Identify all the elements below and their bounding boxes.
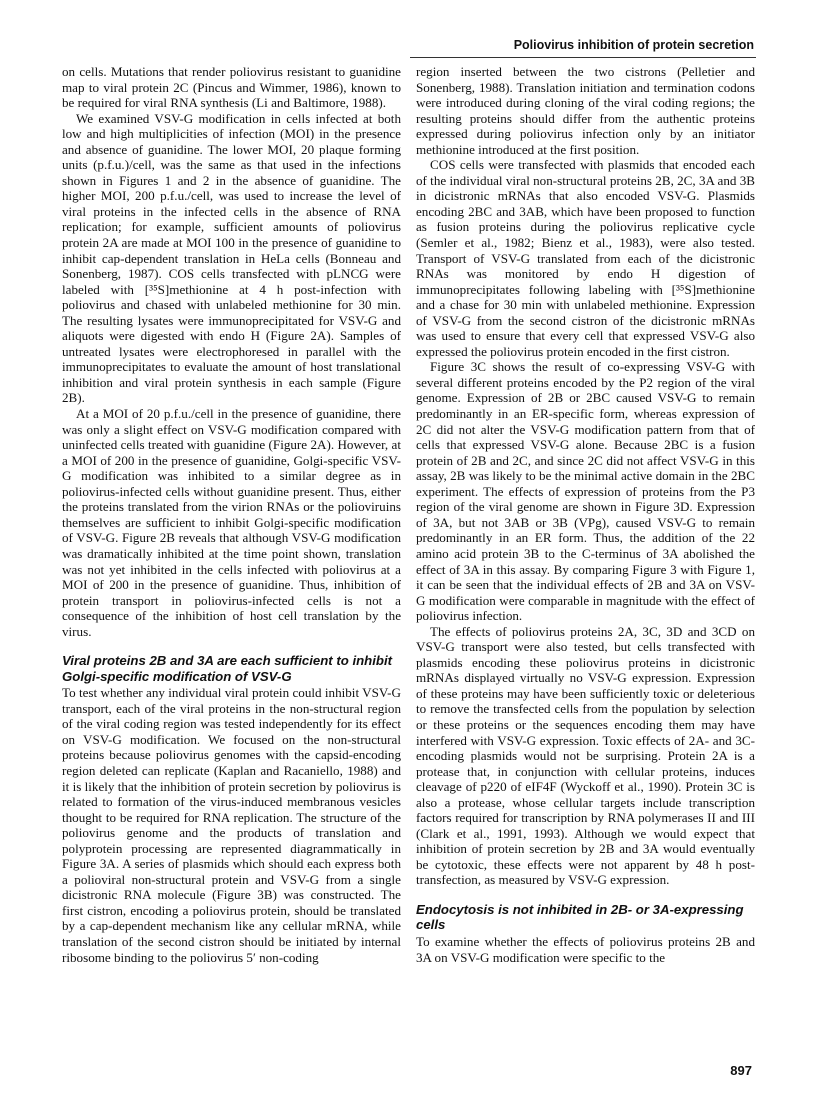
section-heading: Viral proteins 2B and 3A are each sufficient to inhibit Golgi-specific modification of VSV-G bbox=[62, 653, 393, 684]
running-head: Poliovirus inhibition of protein secretion bbox=[513, 38, 754, 52]
paragraph: COS cells were transfected with plasmids that encoded each of the individual viral non-structural proteins 2B, 2C, 3A and 3B in dicistronic mRNAs that also encoded VSV-G. Plasmids encoding 2BC and 3AB, which have been proposed to function as fusion proteins during the poliovirus replicative cycle (Semler et al., 1982; Bienz et al., 1983), were also tested. Transport of VSV-G translated from each of the dicistronic RNAs was monitored by endo H digestion of immunoprecipitates following labeling with [³⁵S]methionine and a chase for 30 min with unlabeled methionine. Expression of VSV-G from the second cistron of the dicistronic mRNAs was used to ensure that every cell that expressed VSV-G also expressed the poliovirus protein encoded in the first cistron. bbox=[416, 157, 755, 359]
paragraph: To test whether any individual viral protein could inhibit VSV-G transport, each of the viral proteins in the non-structural region of the viral coding region was tested independently for its effect on VSV-G modification. We focused on the non-structural proteins because poliovirus genomes with the capsid-encoding region deleted can replicate (Kaplan and Racaniello, 1988) and it is likely that the inhibition of protein secretion by poliovirus is related to formation of the virus-induced membranous vesicles thought to be required for RNA replication. The structure of the poliovirus genome and the products of translation and polyprotein processing are represented diagrammatically in Figure 3A. A series of plasmids which should each express both a polioviral non-structural protein and VSV-G from a single dicistronic RNA molecule (Figure 3B) was constructed. The first cistron, encoding a poliovirus protein, should be translated by a cap-dependent mechanism like any cellular mRNA, while translation of the second cistron should be initiated by internal ribosome binding to the poliovirus 5′ non-coding bbox=[62, 685, 401, 965]
paragraph: region inserted between the two cistrons (Pelletier and Sonenberg, 1988). Translation initiation and termination codons were introduced during cloning of the viral coding regions; the resulting proteins should differ from the authentic proteins expressed during poliovirus infection only by an initiator methionine introduced at the first position. bbox=[416, 64, 755, 157]
paragraph: To examine whether the effects of poliovirus proteins 2B and 3A on VSV-G modification were specific to the bbox=[416, 933, 755, 965]
paragraph: Figure 3C shows the result of co-expressing VSV-G with several different proteins encoded by the P2 region of the viral genome. Expression of 2B or 2BC caused VSV-G to remain predominantly in an ER-specific form, whereas expression of 2C did not alter the VSV-G modification pattern from that of cells that expressed VSV-G alone. Because 2BC is a fusion protein of 2B and 2C, and since 2C did not affect VSV-G in this assay, 2B was likely to be the minimal active domain in the 2BC experiment. The effects of expression of proteins from the P3 region of the viral genome are shown in Figure 3D. Expression of 3A, but not 3AB or 3B (VPg), caused VSV-G to remain predominantly in an ER form. Thus, the addition of the 22 amino acid protein 3B to the C-terminus of 3A abolished the effect of 3A in this assay. By comparing Figure 3 with Figure 1, it can be seen that the individual effects of 2B and 3A on VSV-G modification were comparable in magnitude with the effect of poliovirus infection. bbox=[416, 359, 755, 624]
left-column bbox=[62, 64, 401, 965]
paragraph: The effects of poliovirus proteins 2A, 3C, 3D and 3CD on VSV-G transport were also tested, but cells transfected with plasmids encoding these poliovirus proteins in dicistronic mRNAs displayed virtually no VSV-G expression. Expression of these proteins may have been sufficiently toxic or deleterious to remove the transfected cells from the population by selection or these proteins or the sequences encoding them may have interfered with VSV-G expression. Toxic effects of 2A- and 3C-encoding plasmids would not be surprising. Protein 2A is a protease that, in conjunction with cellular proteins, induces cleavage of p220 of eIF4F (Wyckoff et al., 1990). Protein 3C is also a protease, whose cellular targets include transcription factors required for transcription by RNA polymerases II and III (Clark et al., 1991, 1993). Although we would expect that inhibition of protein secretion by 2B and 3A would eventually be cytotoxic, these effects were not apparent by 48 h post-transfection, as measured by VSV-G expression. bbox=[416, 623, 755, 888]
section-heading: Endocytosis is not inhibited in 2B- or 3A-expressing cells bbox=[416, 901, 744, 933]
right-column bbox=[416, 64, 755, 965]
paragraph: We examined VSV-G modification in cells infected at both low and high multiplicities of infection (MOI) in the presence and absence of guanidine. The lower MOI, 20 plaque forming units (p.f.u.)/cell, was the same as that used in the infections shown in Figures 1 and 2 in the absence of guanidine. The higher MOI, 200 p.f.u./cell, was used to increase the level of viral proteins in the infected cells in the absence of RNA replication; for example, sufficient amounts of poliovirus protein 2A are made at MOI 100 in the presence of guanidine to inhibit cap-dependent translation in HeLa cells (Bonneau and Sonenberg, 1987). COS cells transfected with pLNCG were labeled with [³⁵S]methionine at 4 h post-infection with poliovirus and chased with unlabeled methionine for 30 min. The resulting lysates were immunoprecipitated for VSV-G and aliquots were digested with endo H (Figure 2A). Samples of untreated lysates were electrophoresed in parallel with the immunoprecipitates to evaluate the amount of host translational inhibition and viral protein synthesis in each sample (Figure 2B). bbox=[62, 110, 401, 406]
paragraph: on cells. Mutations that render poliovirus resistant to guanidine map to viral protein 2C (Pincus and Wimmer, 1986), known to be required for viral RNA synthesis (Li and Baltimore, 1988). bbox=[62, 64, 401, 111]
header-rule bbox=[410, 57, 756, 58]
page-number: 897 bbox=[730, 1063, 752, 1078]
paragraph: At a MOI of 20 p.f.u./cell in the presence of guanidine, there was only a slight effect on VSV-G modification compared with uninfected cells treated with guanidine (Figure 2A). However, at a MOI of 200 in the presence of guanidine, Golgi-specific VSV-G modification was inhibited to a similar degree as in poliovirus-infected cells without guanidine present. Thus, either the proteins translated from the virion RNAs or the polioviruins themselves are sufficient to inhibit Golgi-specific modification of VSV-G. Figure 2B reveals that although VSV-G modification was dramatically inhibited at the time point shown, translation was not yet inhibited in the cells infected with poliovirus at a MOI of 200 in the presence of guanidine. Thus, inhibition of protein transport in poliovirus-infected cells is not a consequence of the inhibition of host cell translation by the virus. bbox=[62, 406, 401, 639]
